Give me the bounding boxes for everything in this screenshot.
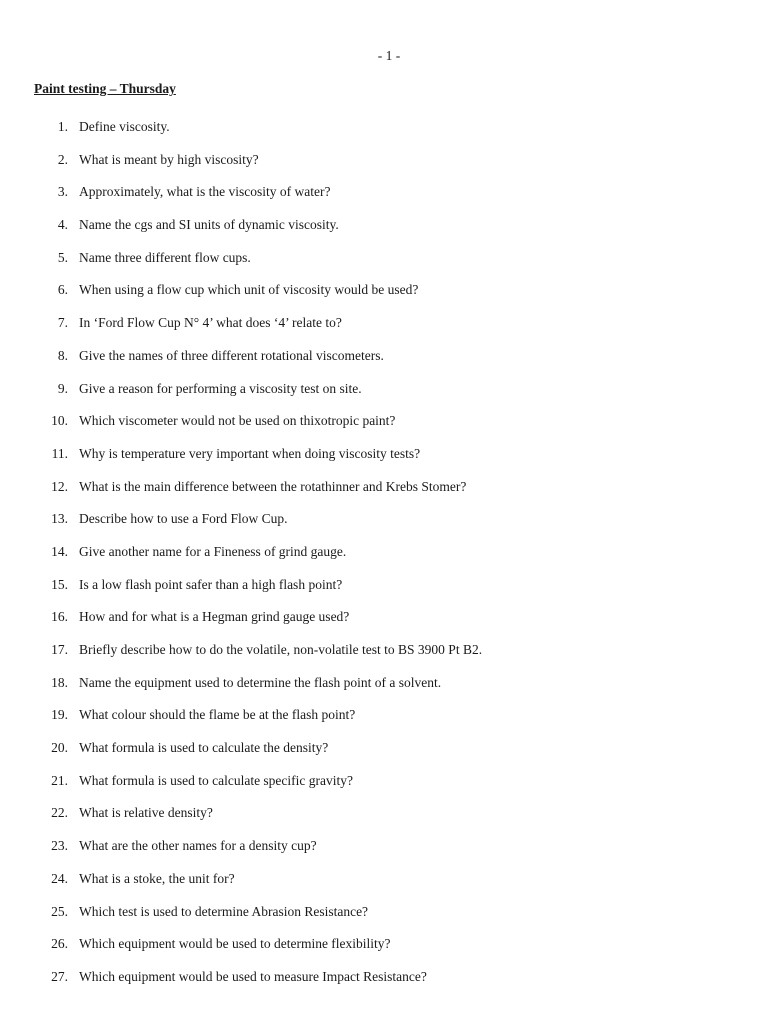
question-text: Which viscometer would not be used on thixotropic paint? (79, 413, 396, 429)
question-number: 8. (57, 347, 68, 363)
question-number: 15. (51, 576, 68, 592)
question-number: 23. (51, 838, 68, 854)
question-number: 19. (51, 707, 68, 723)
question-number: 21. (51, 772, 68, 788)
question-number: 9. (57, 380, 68, 396)
question-text: Give a reason for performing a viscosity test on site. (79, 380, 362, 396)
question-text: Is a low flash point safer than a high flash point? (79, 576, 343, 592)
question-text: What is the main difference between the rotathinner and Krebs Stomer? (79, 478, 467, 494)
question-number: 10. (51, 413, 68, 429)
question-text: Which equipment would be used to measure Impact Resistance? (79, 968, 427, 984)
question-text: What formula is used to calculate the density? (79, 740, 329, 756)
question-text: Briefly describe how to do the volatile, non-volatile test to BS 3900 Pt B2. (79, 642, 483, 657)
question-number: 18. (51, 674, 68, 690)
question-text: In ‘Ford Flow Cup N° 4’ what does ‘4’ relate to? (79, 315, 342, 331)
question-number: 20. (51, 740, 68, 756)
question-text: Which test is used to determine Abrasion Resistance? (79, 903, 369, 919)
question-text: What is a stoke, the unit for? (79, 870, 235, 886)
question-text: What is meant by high viscosity? (79, 151, 259, 167)
question-text: What is relative density? (79, 805, 213, 821)
question-number: 17. (51, 642, 68, 657)
question-text: Approximately, what is the viscosity of water? (79, 184, 331, 200)
question-number: 14. (51, 543, 68, 559)
question-text: Give another name for a Fineness of grind gauge. (79, 543, 347, 559)
question-number: 5. (57, 249, 68, 265)
question-number: 4. (57, 217, 68, 233)
question-number: 2. (57, 151, 68, 167)
question-text: Describe how to use a Ford Flow Cup. (79, 511, 288, 527)
question-text: Name the cgs and SI units of dynamic viscosity. (79, 217, 339, 233)
question-text: Why is temperature very important when doing viscosity tests? (79, 445, 421, 461)
question-number: 27. (51, 968, 68, 984)
question-number: 6. (57, 282, 68, 298)
question-text: How and for what is a Hegman grind gauge used? (79, 609, 350, 625)
question-number: 16. (51, 609, 68, 625)
question-number: 24. (51, 870, 68, 886)
question-text: Name the equipment used to determine the flash point of a solvent. (79, 674, 442, 690)
question-text: When using a flow cup which unit of viscosity would be used? (79, 282, 419, 298)
question-text: Define viscosity. (79, 119, 170, 134)
question-number: 13. (51, 511, 68, 527)
question-text: What are the other names for a density cup? (79, 838, 317, 854)
question-number: 22. (51, 805, 68, 821)
question-text: What colour should the flame be at the flash point? (79, 707, 356, 723)
question-text: Give the names of three different rotational viscometers. (79, 347, 384, 363)
question-number: 3. (57, 184, 68, 200)
page-number: - 1 - (377, 48, 401, 63)
question-text: Which equipment would be used to determine flexibility? (79, 936, 391, 952)
question-number: 26. (51, 936, 68, 952)
question-number: 7. (57, 315, 68, 331)
question-number: 11. (51, 445, 68, 461)
question-text: What formula is used to calculate specific gravity? (79, 772, 354, 788)
document-title: Paint testing – Thursday (34, 81, 176, 96)
question-number: 1. (57, 119, 68, 134)
question-number: 25. (51, 903, 68, 919)
question-text: Name three different flow cups. (79, 249, 251, 265)
question-number: 12. (51, 478, 68, 494)
